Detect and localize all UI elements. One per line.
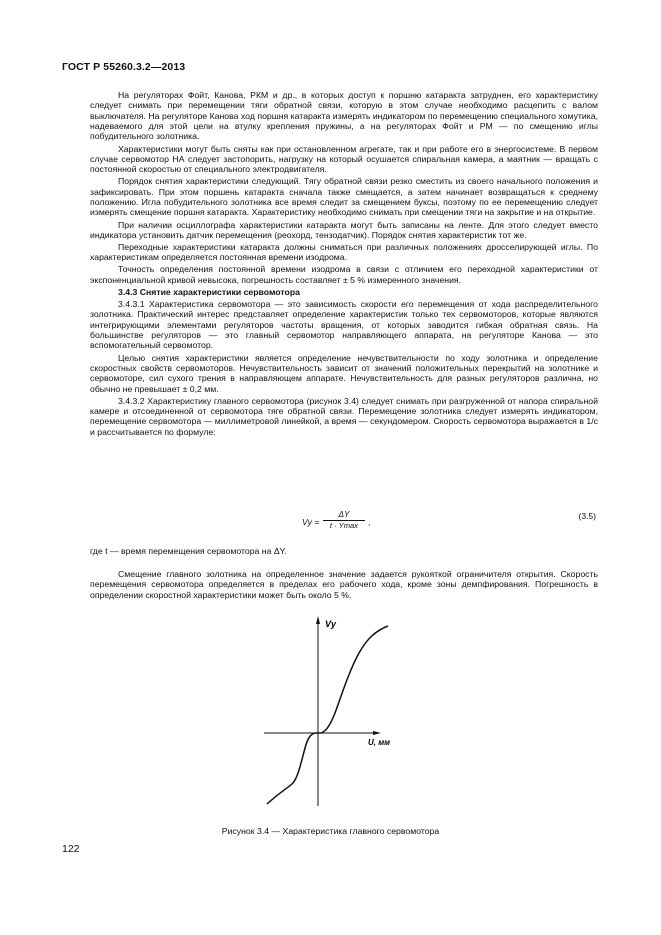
formula-where: где t — время перемещения сервомотора на ΔY.	[90, 546, 287, 556]
paragraph-6: Точность определения постоянной времени изодрома в связи с отличием его переходной характеристики от экспоненциальной кривой невысока, погрешность составляет ± 5 % измеренного значения.	[90, 264, 598, 285]
characteristic-curve	[267, 626, 391, 804]
paragraph-1: На регуляторах Фойт, Канова, РКМ и др., в которых доступ к поршню катаракта затруднен, его характеристику следует снимать при перемещении тяги обратной связи, которую в этом случае необходимо расцепить с валом выключателя. На регуляторе Канова ход поршня катаракта измерять индикатором по перемещению специального хомутика, надеваемого для этой цели на втулку крепления пружины, а на регуляторах Фойт и РМ — по смещению иглы побудительного золотника.	[90, 90, 598, 142]
paragraph-10: Смещение главного золотника на определенное значение задается рукояткой ограничителя открытия. Скорость перемещения сервомотора определяется в пределах его рабочего хода, кроме зоны демпфирования. Погрешность в определении скоростной характеристики может быть около 5 %.	[90, 569, 598, 600]
paragraph-8: Целью снятия характеристики является определение нечувствительности по ходу золотника и определение скоростных свойств сервомоторов. Нечувствительность зависит от значений положительных перекрытий на золотнике и сервомоторе, сил сухого трения в направляющем аппарате. Нечувствительность для разных регуляторов различна, но обычно не превышает ± 0,2 мм.	[90, 352, 598, 394]
servomotor-characteristic-figure	[255, 613, 405, 813]
figure-caption: Рисунок 3.4 — Характеристика главного сервомотора	[221, 826, 440, 836]
y-axis-label: Vу	[325, 619, 337, 629]
formula-lhs: Vу =	[302, 517, 320, 527]
formula-fraction	[323, 510, 365, 531]
body-text	[90, 90, 598, 439]
formula-number: (3.5)	[578, 511, 596, 521]
paragraph-2: Характеристики могут быть сняты как при остановленном агрегате, так и при работе его в энергосистеме. В первом случае сервомотор НА следует застопорить, нагрузку на который осушается спиральная камера, а маятник — вращать с постоянной скоростью от специального электродвигателя.	[90, 143, 598, 175]
section-heading: 3.4.3 Снятие характеристики сервомотора	[118, 286, 300, 297]
paragraph-5: Переходные характеристики катаракта должны сниматься при различных положениях дросселирующей иглы. По характеристикам определяется постоянная времени изодрома.	[90, 242, 598, 263]
paragraph-3: Порядок снятия характеристики следующий. Тягу обратной связи резко сместить из своего начального положения и зафиксировать. При этом поршень катаракта сначала также смещается, а затем начинает возвращаться к среднему положению. Игла побудительного золотника все время следит за смещением буксы, поэтому по ее перемещению следует измерять смещение поршня катаракта. Характеристику необходимо снимать при смещении тяги на закрытие и на открытие.	[90, 176, 598, 218]
formula-denominator: t · Ymax	[329, 521, 359, 530]
paragraph-4: При наличии осциллографа характеристики катаракта могут быть записаны на ленте. Для этого следует вместо индикатора установить датчик перемещения (реохорд, тензодатчик). Порядок снятия характеристик тот же.	[90, 219, 598, 240]
document-header: ГОСТ Р 55260.3.2—2013	[62, 61, 186, 73]
x-axis-label: U, мм	[368, 738, 391, 747]
formula-3-5	[90, 508, 598, 538]
body-text-2	[90, 569, 598, 600]
paragraph-9: 3.4.3.2 Характеристику главного сервомотора (рисунок 3.4) следует снимать при разгруженной от напора спиральной камере и отсоединенной от сервомотора тяге обратной связи. Перемещение золотника следует измерять индикатором, перемещение сервомотора — миллиметровой линейкой, а время — секундомером. Скорость сервомотора выражается в 1/с и рассчитывается по формуле:	[90, 395, 598, 437]
y-axis-arrow	[316, 616, 320, 624]
formula-trail: ,	[368, 517, 371, 527]
formula-numerator: ΔY	[323, 510, 365, 521]
paragraph-7: 3.4.3.1 Характеристика сервомотора — это зависимость скорости его перемещения от хода распределительного золотника. Практический интерес представляет определение характеристик только тех сервомоторов, которые являются интегрирующими элементами регуляторов частоты вращения, от которых заводится гибкая обратная связь. На большинстве регуляторов — это главный сервомотор направляющего аппарата, на регуляторе Канова — это вспомогательный сервомотор.	[90, 299, 598, 351]
page-number: 122	[62, 843, 80, 855]
characteristic-plot	[255, 613, 405, 813]
x-axis-arrow	[373, 731, 381, 735]
